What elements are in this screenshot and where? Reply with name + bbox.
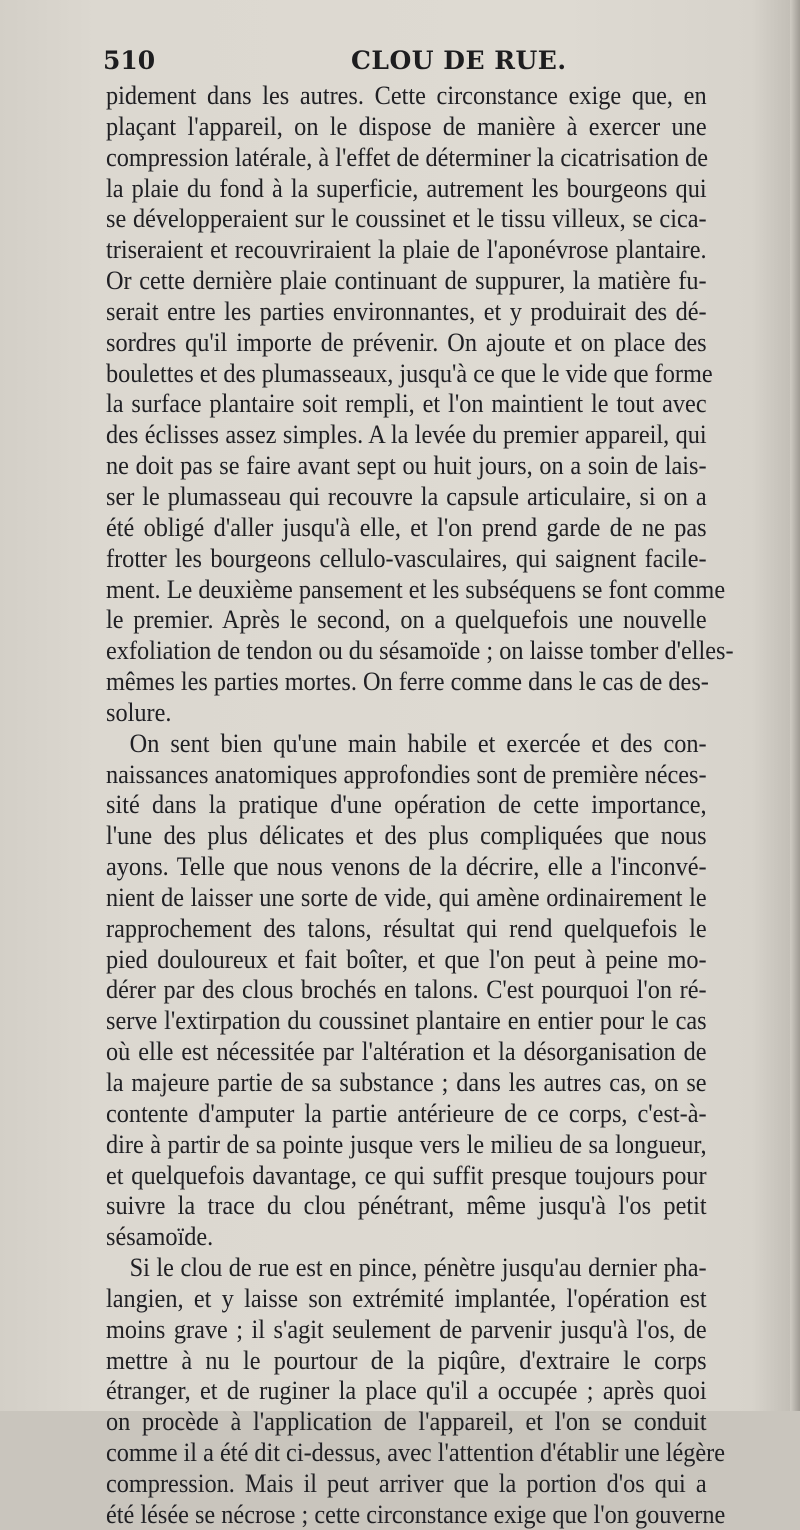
text-line: sordres qu'il importe de prévenir. On ajoute et on place des: [106, 326, 707, 357]
text-line: mettre à nu le pourtour de la piqûre, d'extraire le corps: [106, 1344, 707, 1375]
text-line: solure.: [106, 696, 172, 727]
text-line: sésamoïde.: [106, 1221, 214, 1252]
text-line: langien, et y laisse son extrémité implantée, l'opération est: [106, 1282, 707, 1313]
text-line: plaçant l'appareil, on le dispose de manière à exercer une: [106, 110, 707, 141]
text-line: on procède à l'application de l'appareil, et l'on se conduit: [106, 1406, 707, 1437]
text-line: sité dans la pratique d'une opération de cette importance,: [106, 789, 707, 820]
paragraph-start-line: Si le clou de rue est en pince, pénètre jusqu'au dernier pha-: [129, 1252, 707, 1283]
text-line: le premier. Après le second, on a quelquefois une nouvelle: [106, 604, 707, 635]
text-line: serait entre les parties environnantes, et y produirait des dé-: [106, 295, 707, 326]
text-line: ayons. Telle que nous venons de la décrire, elle a l'inconvé-: [106, 851, 707, 882]
text-line: exfoliation de tendon ou du sésamoïde ; on laisse tomber d'elles-: [106, 635, 734, 666]
text-line: où elle est nécessitée par l'altération et la désorganisation de: [106, 1036, 707, 1067]
text-line: Or cette dernière plaie continuant de suppurer, la matière fu-: [106, 265, 707, 296]
text-line: serve l'extirpation du coussinet plantaire en entier pour le cas: [106, 1005, 707, 1036]
text-line: naissances anatomiques approfondies sont de première néces-: [106, 758, 707, 789]
text-line: ment. Le deuxième pansement et les subséquens se font comme: [106, 573, 726, 604]
paragraph-start-line: On sent bien qu'une main habile et exercée et des con-: [129, 727, 707, 758]
page-number: 510: [103, 46, 156, 75]
text-line: dérer par des clous brochés en talons. C'est pourquoi l'on ré-: [106, 974, 707, 1005]
running-title: CLOU DE RUE.: [351, 46, 567, 75]
text-line: pidement dans les autres. Cette circonstance exige que, en: [106, 80, 707, 110]
text-line: et quelquefois davantage, ce qui suffit presque toujours pour: [106, 1159, 707, 1190]
text-line: boulettes et des plumasseaux, jusqu'à ce que le vide que forme: [106, 357, 713, 388]
text-line: la majeure partie de sa substance ; dans les autres cas, on se: [106, 1067, 707, 1097]
text-line: ser le plumasseau qui recouvre la capsule articulaire, si on a: [106, 480, 707, 511]
text-line: mêmes les parties mortes. On ferre comme dans le cas de des-: [106, 666, 709, 697]
text-line: compression latérale, à l'effet de déterminer la cicatrisation de: [106, 141, 709, 172]
text-line: pied douloureux et fait boîter, et que l'on peut à peine mo-: [106, 943, 707, 974]
text-line: la surface plantaire soit rempli, et l'on maintient le tout avec: [106, 388, 707, 419]
text-line: frotter les bourgeons cellulo-vasculaires, qui saignent facile-: [106, 542, 707, 573]
text-line: contente d'amputer la partie antérieure de ce corps, c'est-à-: [106, 1097, 707, 1128]
text-line: ne doit pas se faire avant sept ou huit jours, on a soin de lais-: [106, 450, 707, 481]
text-line: l'une des plus délicates et des plus compliquées que nous: [106, 820, 707, 851]
page-edge-shadow: [790, 0, 800, 1411]
text-line: la plaie du fond à la superficie, autrement les bourgeons qui: [106, 172, 707, 203]
text-line: suivre la trace du clou pénétrant, même jusqu'à l'os petit: [106, 1190, 707, 1221]
text-line: moins grave ; il s'agit seulement de parvenir jusqu'à l'os, de: [106, 1313, 707, 1344]
text-line: des éclisses assez simples. A la levée du premier appareil, qui: [106, 419, 707, 450]
text-line: se développeraient sur le coussinet et le tissu villeux, se cica-: [106, 203, 707, 234]
text-line: étranger, et de ruginer la place qu'il a occupée ; après quoi: [106, 1375, 707, 1406]
body-text: [106, 80, 734, 1530]
text-line: rapprochement des talons, résultat qui rend quelquefois le: [106, 912, 707, 943]
text-line: comme il a été dit ci-dessus, avec l'attention d'établir une légère: [106, 1437, 726, 1468]
text-line: triseraient et recouvriraient la plaie de l'aponévrose plantaire.: [106, 234, 707, 265]
text-line: été lésée se nécrose ; cette circonstance exige que l'on gouverne: [106, 1498, 726, 1529]
text-line: dire à partir de sa pointe jusque vers le milieu de sa longueur,: [106, 1128, 707, 1159]
text-line: nient de laisser une sorte de vide, qui amène ordinairement le: [106, 881, 707, 912]
text-line: été obligé d'aller jusqu'à elle, et l'on prend garde de ne pas: [106, 511, 707, 542]
text-line: compression. Mais il peut arriver que la portion d'os qui a: [106, 1467, 707, 1498]
